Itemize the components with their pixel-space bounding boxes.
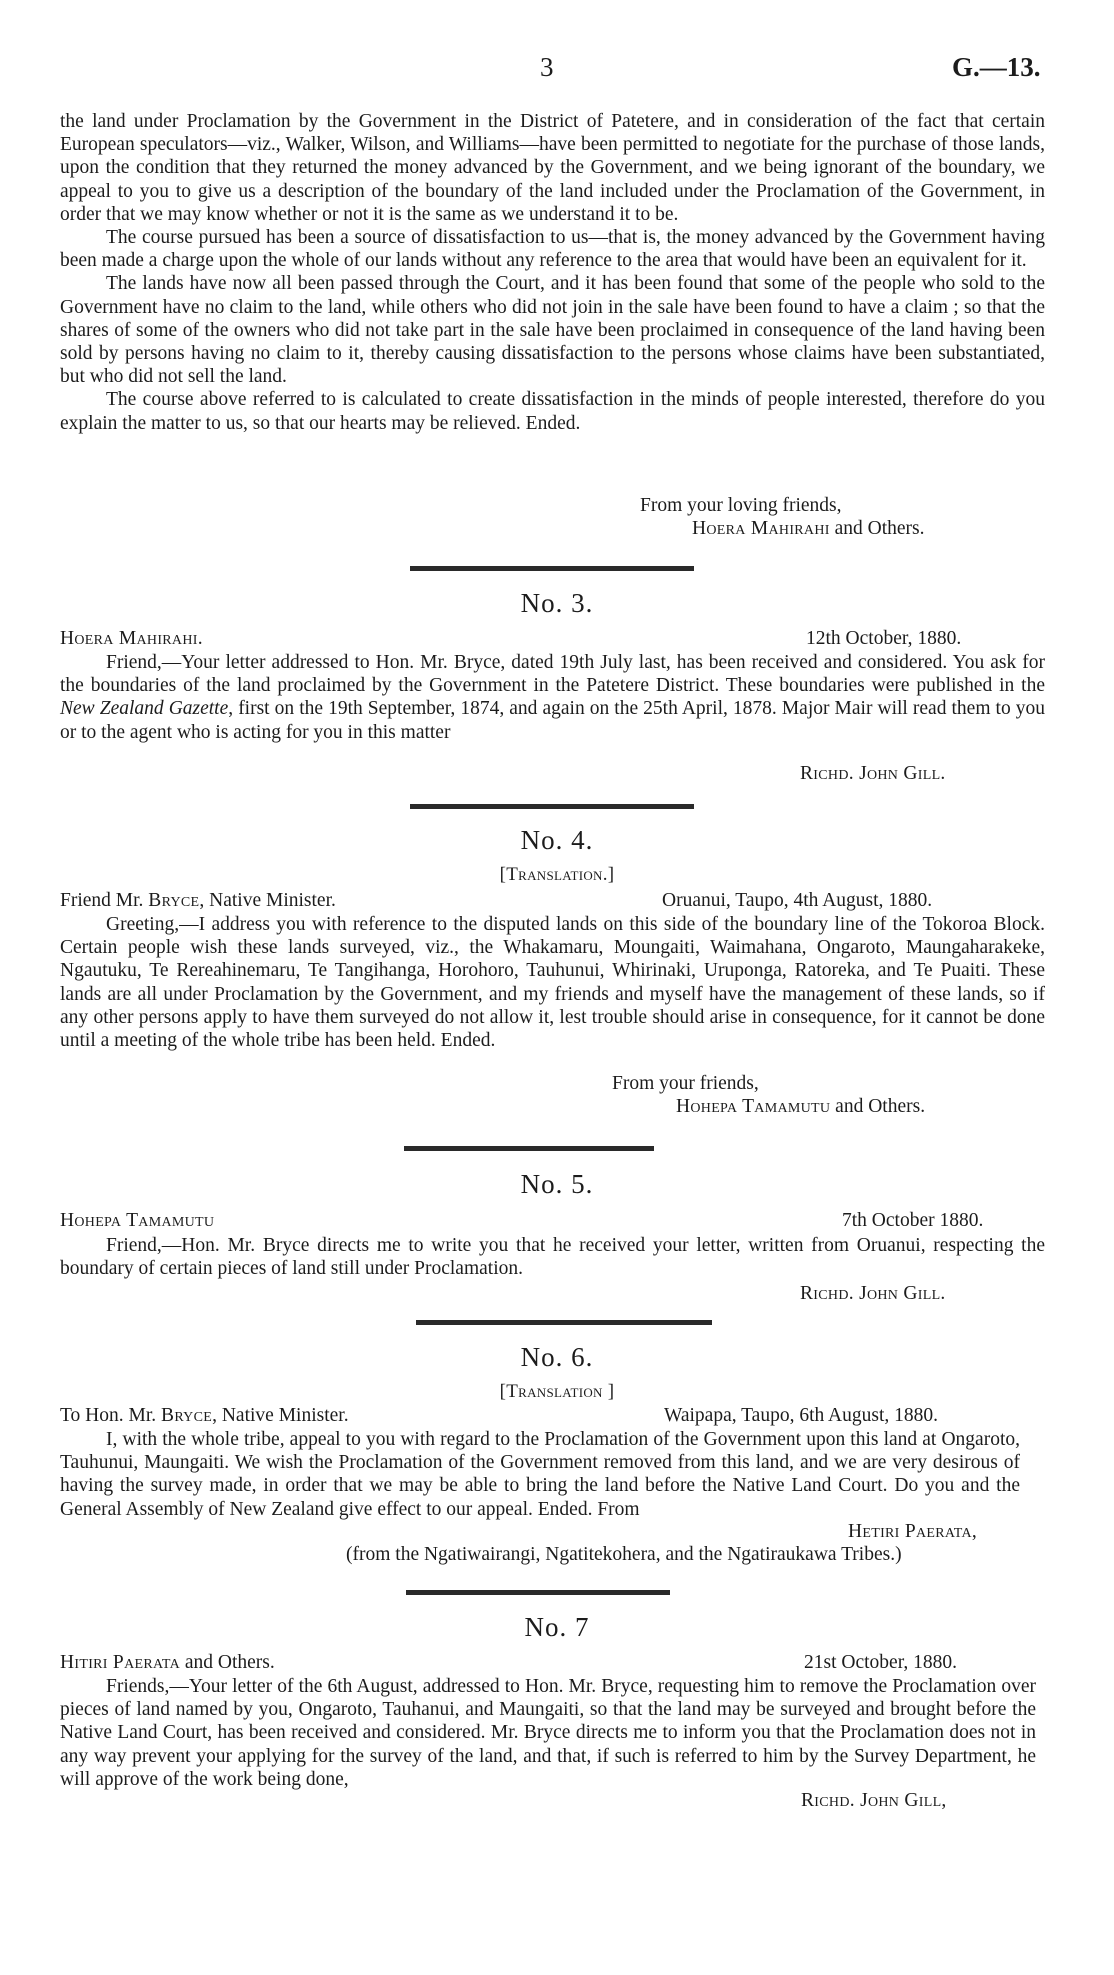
place-date: Waipapa, Taupo, 6th August, 1880.: [664, 1405, 939, 1426]
addressee: [60, 1652, 275, 1674]
section-heading: No. 4.: [520, 825, 594, 855]
salutation-text: To Hon. Mr.: [60, 1405, 162, 1426]
paragraph: Friend,—Hon. Mr. Bryce directs me to write you that he received your letter, written from Oruanui, respecting the boundary of certain pieces of land still under Proclamation.: [60, 1235, 1045, 1280]
tribes-line: (from the Ngatiwairangi, Ngatitekohera, and the Ngatiraukawa Tribes.): [346, 1544, 902, 1565]
body-text: , first on the 19th September, 1874, and again on the 25th April, 1878. Major Mair will read them to you or to the agent who is acting for you in this matter: [60, 698, 1046, 743]
signature: [676, 1096, 925, 1118]
paragraph: The course above referred to is calculated to create dissatisfaction in the minds of people interested, therefore do you explain the matter to us, so that our hearts may be relieved. Ended.: [60, 389, 1045, 434]
section-divider: [410, 804, 694, 809]
paragraph: [60, 651, 1045, 744]
signature: Richd. John Gill,: [793, 1790, 947, 1812]
letter-body: [60, 1675, 1036, 1791]
signature-suffix: and Others.: [834, 518, 925, 539]
salutation: [60, 1405, 349, 1427]
body-text: Friend,—Your letter addressed to Hon. Mr. Bryce, dated 19th July last, has been received and considered. You ask for the boundaries of the land proclaimed by the Government in the Patetere District. These boundaries were published in the: [60, 652, 1045, 697]
signature-suffix: and Others.: [835, 1096, 926, 1117]
paragraph: Friends,—Your letter of the 6th August, addressed to Hon. Mr. Bryce, requesting him to remove the Proclamation over pieces of land named by you, Ongaroto, Tauhanui, and Maungaiti, so that the land may be surveyed and brought before the Native Land Court, has been received and considered. Mr. Bryce directs me to inform you that the Proclamation does not in any way prevent your applying for the survey of the land, and that, if such is referred to him by the Survey Department, he will approve of the work being done,: [60, 1676, 1036, 1790]
salutation-text: , Native Minister.: [212, 1405, 349, 1426]
section-divider: [416, 1320, 712, 1325]
salutation-name: Bryce: [148, 890, 200, 911]
place-date: Oruanui, Taupo, 4th August, 1880.: [662, 890, 933, 911]
letter-date: 12th October, 1880.: [806, 628, 962, 649]
publication-title: New Zealand Gazette: [60, 698, 229, 720]
salutation-text: , Native Minister.: [199, 890, 336, 911]
section-heading: No. 7: [524, 1612, 590, 1642]
letter-body: [60, 651, 1045, 744]
closing-line: From your friends,: [612, 1073, 759, 1094]
paragraph: The lands have now all been passed through the Court, and it has been found that some of the people who sold to the Government have no claim to the land, while others who did not join in the sale have been found to have a claim ; so that the shares of some of the owners who did not take part in the sale have been proclaimed in consequence of the land having been sold by persons having no claim to it, thereby causing dissatisfaction to the persons whose claims have been substantiated, but who did not sell the land.: [60, 273, 1045, 388]
signature-name: Hoera Mahirahi: [692, 518, 830, 539]
letter-body: [60, 913, 1045, 1052]
section-divider: [404, 1146, 654, 1151]
section-divider: [406, 1590, 670, 1595]
letter-body: [60, 1234, 1045, 1280]
paragraph: I, with the whole tribe, appeal to you with regard to the Proclamation of the Government upon this land at Ongaroto, Tauhunui, Maungaiti. We wish the Proclamation of the Government removed from this land, and we are very desirous of having the survey made, in order that we may be able to bring the land before the Native Land Court. Do you and the General Assembly of New Zealand give effect to our appeal. Ended. From: [60, 1429, 1020, 1520]
signature: Richd. John Gill.: [800, 1283, 946, 1304]
translation-label: [Translation ]: [499, 1381, 615, 1402]
section-heading: No. 6.: [520, 1342, 594, 1372]
paragraph: Greeting,—I address you with reference to the disputed lands on this side of the boundary line of the Tokoroa Block. Certain people wish these lands surveyed, viz., the Whakamaru, Moungaiti, Waimahana, Ongaroto, Maungaharakeke, Ngautuku, Te Rereahinemaru, Te Tangihanga, Horohoro, Tauhunui, Whirinaki, Uruponga, Ratoreka, and Te Puaiti. These lands are all under Proclamation by the Government, and my friends and myself have the management of these lands, so if any other persons apply to have them surveyed do not allow it, lest trouble should arise in consequence, for it cannot be done until a meeting of the whole tribe has been held. Ended.: [60, 914, 1045, 1052]
closing-line: From your loving friends,: [640, 495, 842, 516]
salutation-text: Friend Mr.: [60, 890, 149, 911]
salutation: [60, 890, 336, 912]
paragraph: The course pursued has been a source of dissatisfaction to us—that is, the money advanced by the Government having been made a charge upon the whole of our lands without any reference to the area that would have been an equivalent for it.: [60, 227, 1045, 272]
signature-name: Hohepa Tamamutu: [676, 1096, 831, 1117]
page-number: 3: [540, 52, 554, 82]
letter-continuation: [60, 110, 1045, 435]
signature: [692, 518, 925, 540]
section-heading: No. 5.: [520, 1169, 594, 1199]
translation-label: [Translation.]: [499, 864, 615, 885]
addressee: Hohepa Tamamutu: [60, 1210, 215, 1231]
document-reference: G.—13.: [952, 52, 1041, 82]
signature-name: Hetiri Paerata,: [848, 1521, 978, 1542]
section-divider: [410, 566, 694, 571]
signature: Richd. John Gill.: [800, 763, 946, 784]
paragraph: the land under Proclamation by the Government in the District of Patetere, and in consideration of the fact that certain European speculators—viz., Walker, Wilson, and Williams—have been permitted to negotiate for the purchase of those lands, upon the condition that they returned the money advanced by the Government, and we being ignorant of the boundary, we appeal to you to give us a description of the boundary of the land included under the Proclamation of the Government, in order that we may know whether or not it is the same as we understand it to be.: [60, 111, 1045, 225]
letter-date: 21st October, 1880.: [804, 1652, 958, 1673]
letter-body: [60, 1428, 1020, 1521]
salutation-name: Bryce: [161, 1405, 213, 1426]
addressee: Hoera Mahirahi.: [60, 628, 203, 649]
section-heading: No. 3.: [520, 588, 594, 618]
addressee-name: Hitiri Paerata: [60, 1652, 180, 1673]
letter-date: 7th October 1880.: [842, 1210, 984, 1231]
addressee-suffix: and Others.: [184, 1652, 275, 1673]
